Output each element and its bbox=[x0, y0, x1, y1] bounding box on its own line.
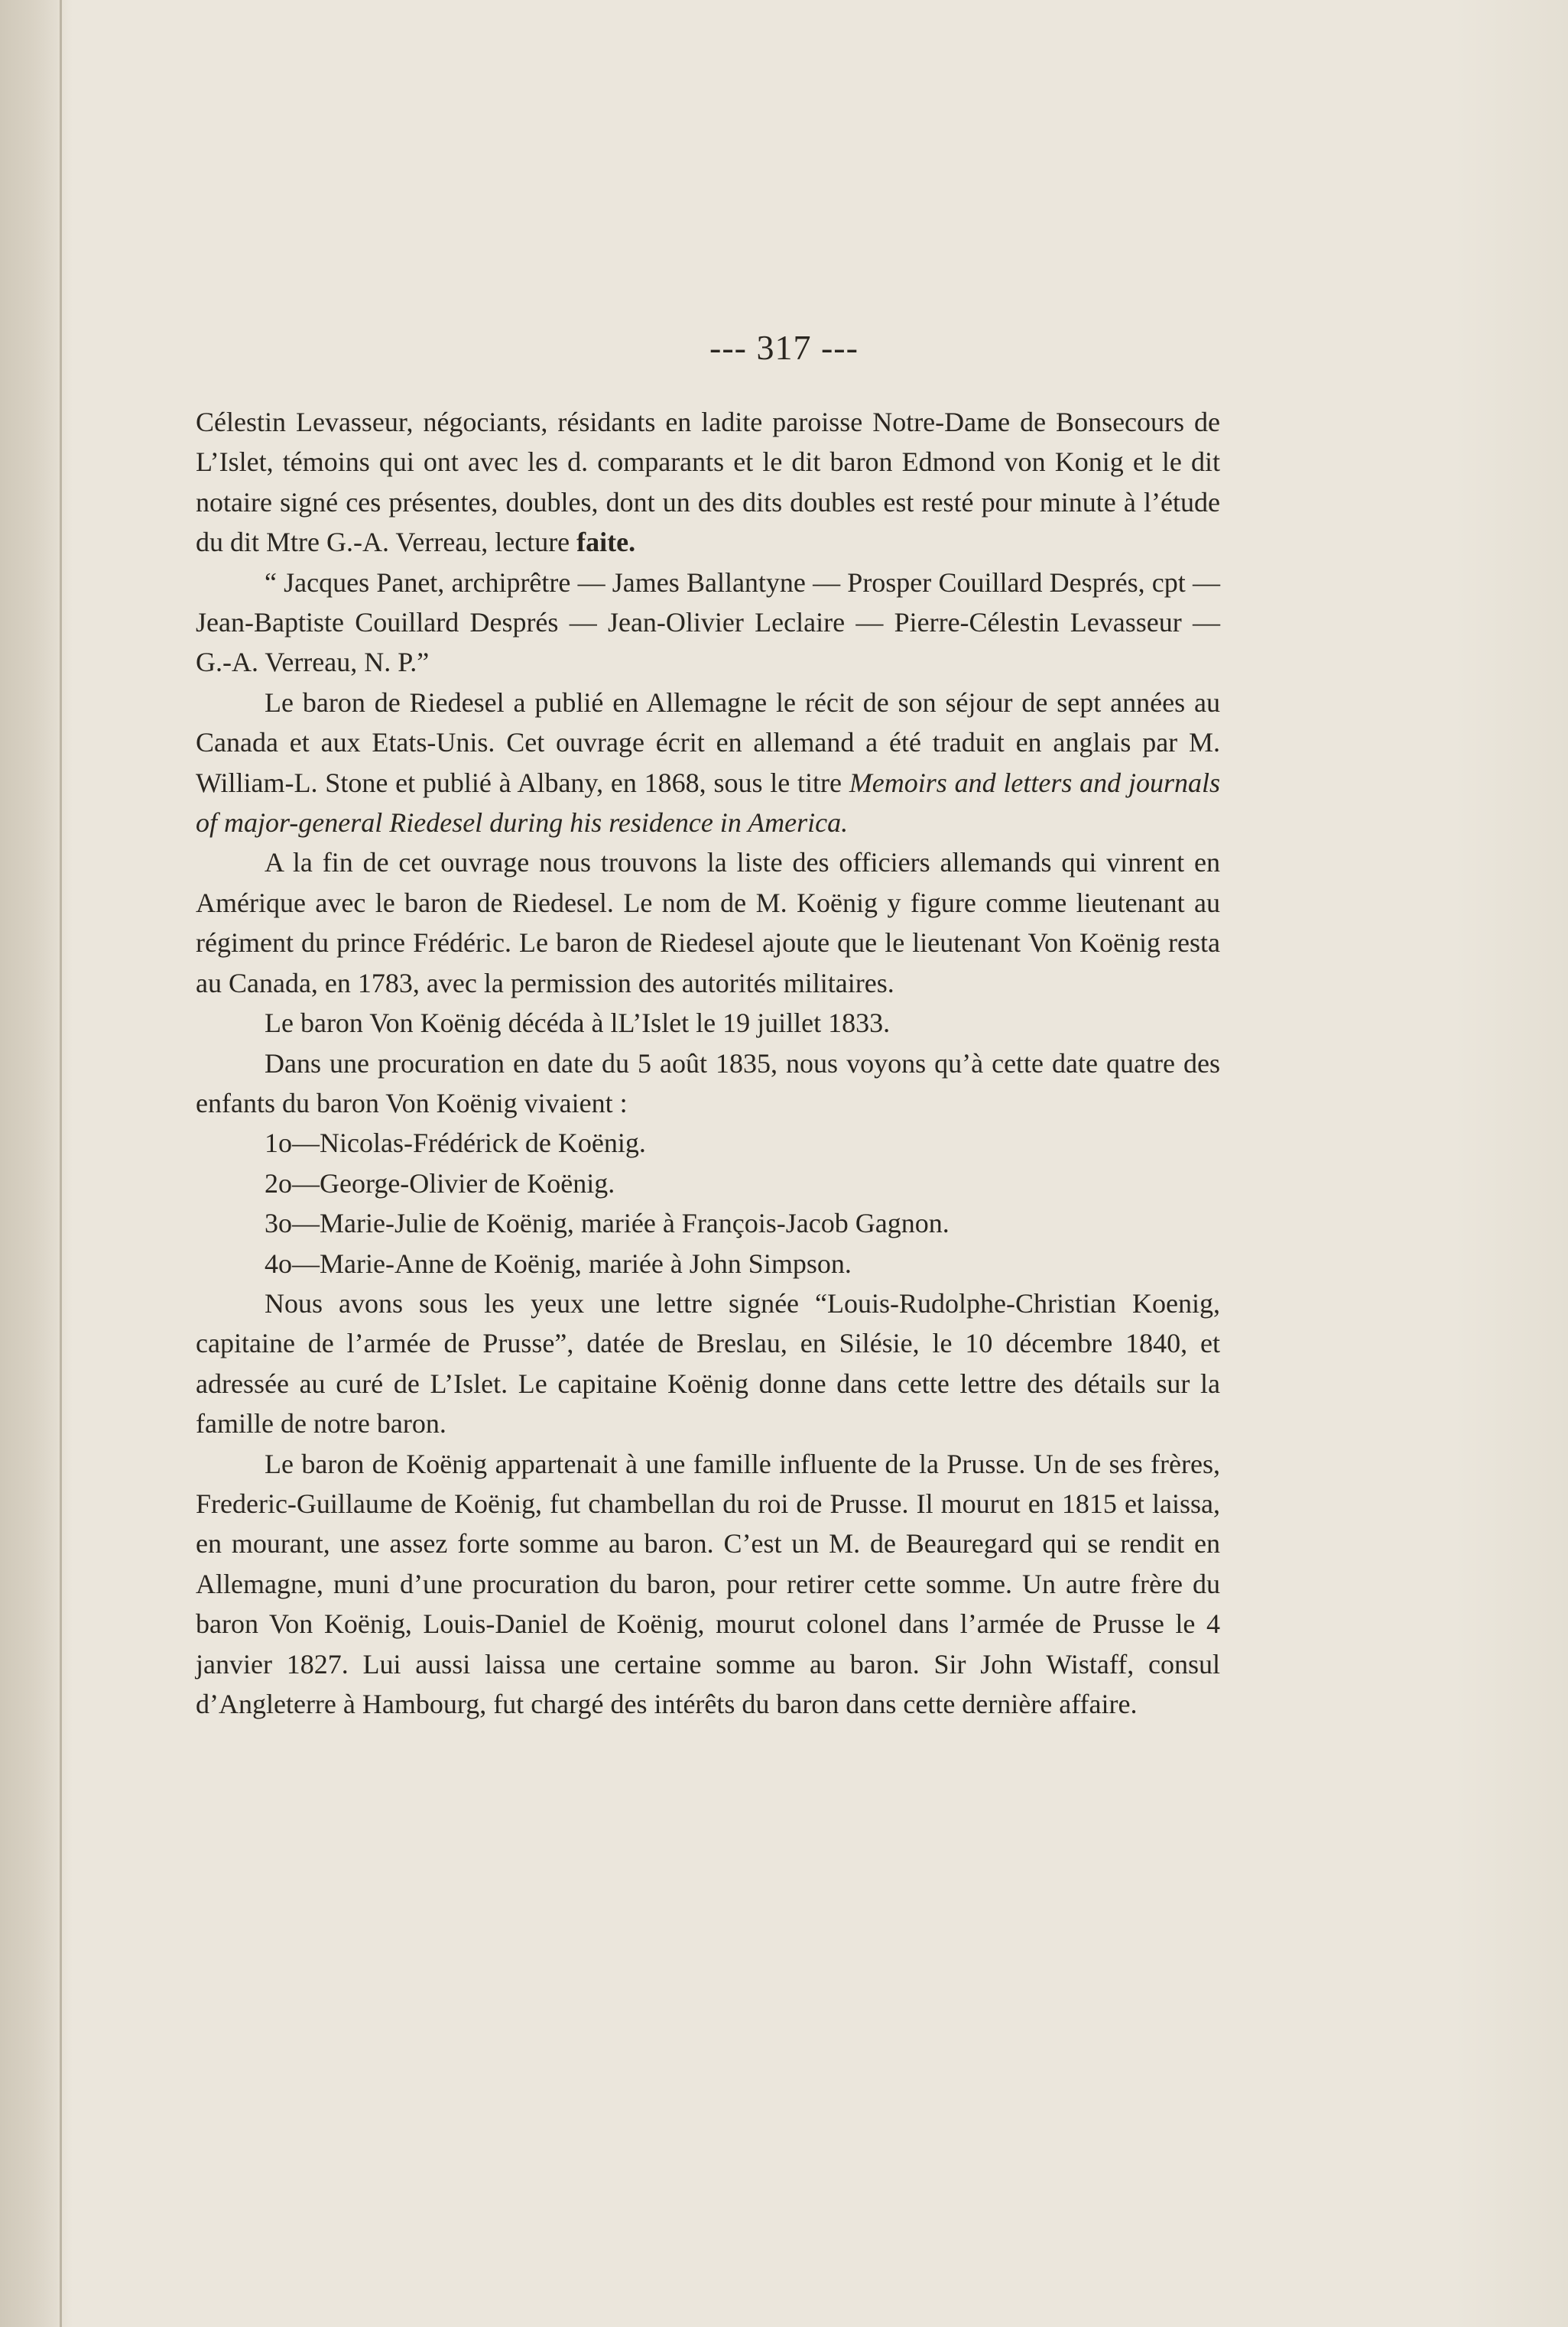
book-title: Memoirs and letters and journals of major-general Riedesel during his residence in America. bbox=[196, 767, 1220, 839]
paragraph-riedesel-text: Le baron de Riedesel a publié en Allemagne le récit de son séjour de sept années au Canada et aux Etats-Unis. Cet ouvrage écrit en allemand a été traduit en anglais par M. William-L. Stone et publié à Albany, en 1868, sous le titre bbox=[196, 686, 1220, 798]
body-text bbox=[196, 402, 1220, 1724]
paragraph-1-text: Célestin Levasseur, négociants, résidants en ladite paroisse Notre-Dame de Bonsecours de L’Islet, témoins qui ont avec les d. comparants et le dit baron Edmond von Konig et le dit notaire signé ces présentes, doubles, dont un des dits doubles est resté pour minute à l’étude du dit Mtre G.-A. Verreau, lecture bbox=[196, 407, 1220, 558]
paragraph-riedesel bbox=[196, 683, 1220, 843]
page-number: --- 317 --- bbox=[709, 328, 859, 367]
paragraph-family: Le baron de Koënig appartenait à une famille influente de la Prusse. Un de ses frères, Frederic-Guillaume de Koënig, fut chambellan du roi de Prusse. Il mourut en 1815 et laissa, en mourant, une assez forte somme au baron. C’est un M. de Beauregard qui se rendit en Allemagne, muni d’une procuration du baron, pour retirer cette somme. Un autre frère du baron Von Koënig, Louis-Daniel de Koënig, mourut colonel dans l’armée de Prusse le 4 janvier 1827. Lui aussi laissa une certaine somme au baron. Sir John Wistaff, consul d’Angleterre à Hambourg, fut chargé des intérêts du baron dans cette dernière affaire. bbox=[196, 1448, 1220, 1719]
paragraph-procuration: Dans une procuration en date du 5 août 1835, nous voyons qu’à cette date quatre des enfants du baron Von Koënig vivaient : bbox=[196, 1047, 1220, 1118]
paragraph-signatures: “ Jacques Panet, archiprêtre — James Ballantyne — Prosper Couillard Després, cpt — Jean-Baptiste Couillard Després — Jean-Olivier Leclaire — Pierre-Célestin Levasseur — G.-A. Verreau, N. P.” bbox=[196, 566, 1220, 678]
list-item: 2o—George-Olivier de Koënig. bbox=[265, 1167, 615, 1199]
paragraph-letter: Nous avons sous les yeux une lettre signée “Louis-Rudolphe-Christian Koenig, capitaine de l’armée de Prusse”, datée de Breslau, en Silésie, le 10 décembre 1840, et adressée au curé de L’Islet. Le capitaine Koënig donne dans cette lettre des détails sur la famille de notre baron. bbox=[196, 1287, 1220, 1439]
paragraph-1-end: faite. bbox=[576, 527, 636, 558]
paragraph-death: Le baron Von Koënig décéda à lL’Islet le 19 juillet 1833. bbox=[265, 1008, 891, 1039]
list-item: 3o—Marie-Julie de Koënig, mariée à François-Jacob Gagnon. bbox=[265, 1208, 950, 1239]
list-item: 4o—Marie-Anne de Koënig, mariée à John Simpson. bbox=[265, 1248, 852, 1279]
paragraph-officers: A la fin de cet ouvrage nous trouvons la liste des officiers allemands qui vinrent en Amérique avec le baron de Riedesel. Le nom de M. Koënig y figure comme lieutenant au régiment du prince Frédéric. Le baron de Riedesel ajoute que le lieutenant Von Koënig resta au Canada, en 1783, avec la permission des autorités militaires. bbox=[196, 847, 1220, 998]
list-item: 1o—Nicolas-Frédérick de Koënig. bbox=[265, 1128, 646, 1159]
paragraph-1 bbox=[196, 402, 1220, 563]
